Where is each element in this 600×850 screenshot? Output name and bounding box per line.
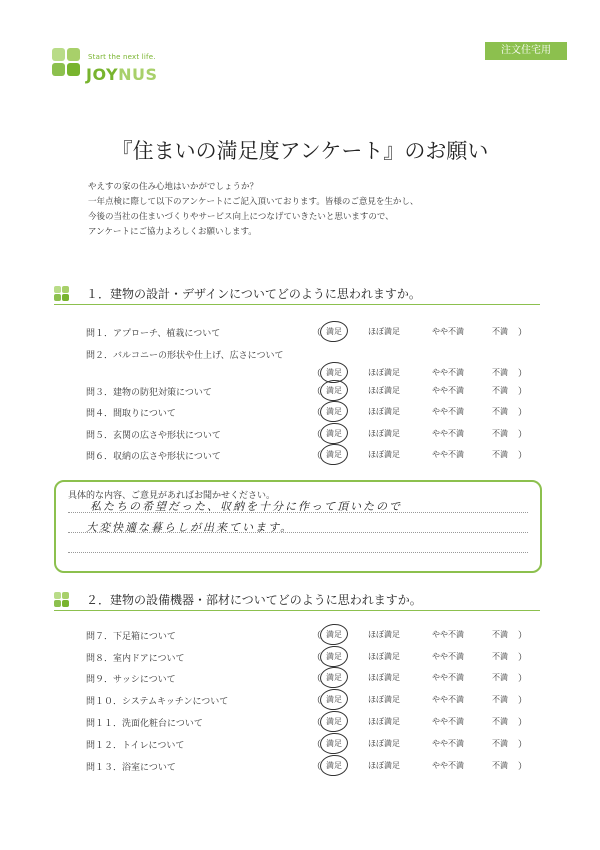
option-4[interactable]: 不満 — [492, 327, 508, 336]
paren-open: （ — [312, 387, 322, 397]
logo-square-icon — [52, 48, 65, 61]
option-2[interactable]: ほぼ満足 — [368, 652, 400, 661]
paren-close: ） — [518, 653, 528, 663]
question-label: 問８．室内ドアについて — [86, 654, 185, 664]
option-3[interactable]: やや不満 — [432, 673, 464, 682]
comment-line — [68, 552, 528, 553]
selection-circle-mark — [319, 688, 349, 712]
question-row — [86, 694, 546, 708]
question-label: 問２．バルコニーの形状や仕上げ、広さについて — [86, 351, 284, 361]
option-4[interactable]: 不満 — [492, 630, 508, 639]
paren-open: （ — [312, 408, 322, 418]
question-row — [86, 672, 546, 686]
section-2-header — [54, 590, 540, 611]
option-3[interactable]: やや不満 — [432, 407, 464, 416]
question-row — [86, 716, 546, 730]
question-row — [86, 629, 546, 643]
option-1[interactable]: 満足 — [326, 368, 342, 377]
paren-open: （ — [312, 430, 322, 440]
question-label: 問４．間取りについて — [86, 409, 176, 419]
option-1[interactable]: 満足 — [326, 429, 342, 438]
paren-open: （ — [312, 451, 322, 461]
option-4[interactable]: 不満 — [492, 652, 508, 661]
question-label: 問３．建物の防犯対策について — [86, 388, 212, 398]
paren-open: （ — [312, 328, 322, 338]
selection-circle-mark — [319, 645, 349, 669]
option-4[interactable]: 不満 — [492, 717, 508, 726]
question-row — [86, 406, 546, 420]
paren-open: （ — [312, 696, 322, 706]
option-2[interactable]: ほぼ満足 — [368, 717, 400, 726]
option-4[interactable]: 不満 — [492, 673, 508, 682]
paren-close: ） — [518, 451, 528, 461]
intro-line: やえすの家の住み心地はいかがでしょうか？ — [88, 182, 259, 192]
option-1[interactable]: 満足 — [326, 630, 342, 639]
option-4[interactable]: 不満 — [492, 695, 508, 704]
question-label: 問１１．洗面化粧台について — [86, 719, 203, 729]
page-title: 『住まいの満足度アンケート』のお願い — [111, 139, 489, 163]
logo-square-icon — [67, 48, 80, 61]
option-3[interactable]: やや不満 — [432, 450, 464, 459]
option-2[interactable]: ほぼ満足 — [368, 673, 400, 682]
option-1[interactable]: 満足 — [326, 673, 342, 682]
order-house-badge: 注文住宅用 — [485, 42, 567, 60]
selection-circle-mark — [319, 422, 349, 446]
option-1[interactable]: 満足 — [326, 652, 342, 661]
option-1[interactable]: 満足 — [326, 407, 342, 416]
intro-line: アンケートにご協力よろしくお願いします。 — [88, 227, 257, 237]
option-3[interactable]: やや不満 — [432, 717, 464, 726]
logo-square-icon — [52, 63, 65, 76]
selection-circle-mark — [319, 623, 349, 647]
question-row — [86, 428, 546, 442]
section-1-title: １．建物の設計・デザインについてどのように思われますか。 — [86, 287, 421, 301]
option-3[interactable]: やや不満 — [432, 429, 464, 438]
question-label: 問９．サッシについて — [86, 675, 176, 685]
question-row — [86, 348, 546, 379]
option-3[interactable]: やや不満 — [432, 739, 464, 748]
paren-open: （ — [312, 718, 322, 728]
option-1[interactable]: 満足 — [326, 327, 342, 336]
option-1[interactable]: 満足 — [326, 386, 342, 395]
paren-open: （ — [312, 369, 322, 379]
option-2[interactable]: ほぼ満足 — [368, 761, 400, 770]
paren-open: （ — [312, 653, 322, 663]
option-1[interactable]: 満足 — [326, 450, 342, 459]
question-row — [86, 326, 546, 340]
logo-tagline: Start the next life. — [88, 53, 156, 61]
question-row — [86, 651, 546, 665]
question-label: 問１．アプローチ、植栽について — [86, 329, 221, 339]
option-2[interactable]: ほぼ満足 — [368, 407, 400, 416]
option-1[interactable]: 満足 — [326, 761, 342, 770]
option-3[interactable]: やや不満 — [432, 327, 464, 336]
intro-line: 今後の当社の住まいづくりやサービス向上につなげていきたいと思いますので、 — [88, 212, 394, 222]
option-3[interactable]: やや不満 — [432, 368, 464, 377]
option-4[interactable]: 不満 — [492, 429, 508, 438]
paren-close: ） — [518, 328, 528, 338]
option-4[interactable]: 不満 — [492, 407, 508, 416]
option-3[interactable]: やや不満 — [432, 630, 464, 639]
selection-circle-mark — [319, 666, 349, 690]
option-4[interactable]: 不満 — [492, 368, 508, 377]
option-2[interactable]: ほぼ満足 — [368, 327, 400, 336]
question-label: 問６．収納の広さや形状について — [86, 452, 221, 462]
option-2[interactable]: ほぼ満足 — [368, 630, 400, 639]
selection-circle-mark — [319, 754, 349, 778]
paren-open: （ — [312, 674, 322, 684]
paren-close: ） — [518, 718, 528, 728]
question-label: 問７．下足箱について — [86, 632, 176, 642]
question-label: 問５．玄関の広さや形状について — [86, 431, 221, 441]
question-row — [86, 760, 546, 774]
paren-close: ） — [518, 369, 528, 379]
option-4[interactable]: 不満 — [492, 739, 508, 748]
selection-circle-mark — [319, 443, 349, 467]
option-2[interactable]: ほぼ満足 — [368, 368, 400, 377]
paren-close: ） — [518, 387, 528, 397]
paren-close: ） — [518, 674, 528, 684]
section-2-title: ２．建物の設備機器・部材についてどのように思われますか。 — [86, 593, 422, 607]
handwritten-comment-line: 私たちの希望だった、収納を十分に作って頂いたので — [90, 500, 402, 513]
selection-circle-mark — [319, 379, 349, 403]
option-4[interactable]: 不満 — [492, 761, 508, 770]
paren-close: ） — [518, 631, 528, 641]
option-2[interactable]: ほぼ満足 — [368, 450, 400, 459]
section-bullet-icon — [54, 286, 70, 302]
option-4[interactable]: 不満 — [492, 450, 508, 459]
section-1-header — [54, 284, 540, 305]
selection-circle-mark — [319, 320, 349, 344]
paren-open: （ — [312, 762, 322, 772]
selection-circle-mark — [319, 400, 349, 424]
option-2[interactable]: ほぼ満足 — [368, 695, 400, 704]
option-3[interactable]: やや不満 — [432, 761, 464, 770]
intro-line: 一年点検に際して以下のアンケートにご記入頂いております。皆様のご意見を生かし、 — [88, 197, 419, 207]
paren-close: ） — [518, 762, 528, 772]
logo-wordmark: JOYNUS — [86, 65, 158, 84]
paren-open: （ — [312, 631, 322, 641]
option-1[interactable]: 満足 — [326, 739, 342, 748]
joynus-logo — [48, 44, 160, 88]
selection-circle-mark — [319, 710, 349, 734]
paren-close: ） — [518, 408, 528, 418]
option-3[interactable]: やや不満 — [432, 695, 464, 704]
option-2[interactable]: ほぼ満足 — [368, 386, 400, 395]
logo-square-icon — [67, 63, 80, 76]
comment-box — [54, 480, 542, 573]
question-row — [86, 385, 546, 399]
option-2[interactable]: ほぼ満足 — [368, 429, 400, 438]
comment-label: 具体的な内容、ご意見があればお聞かせください。 — [68, 491, 276, 501]
option-1[interactable]: 満足 — [326, 717, 342, 726]
section-bullet-icon — [54, 592, 70, 608]
question-row — [86, 449, 546, 463]
selection-circle-mark — [319, 732, 349, 756]
question-row — [86, 738, 546, 752]
paren-open: （ — [312, 740, 322, 750]
paren-close: ） — [518, 740, 528, 750]
question-label: 問１３．浴室について — [86, 763, 176, 773]
option-1[interactable]: 満足 — [326, 695, 342, 704]
option-2[interactable]: ほぼ満足 — [368, 739, 400, 748]
option-3[interactable]: やや不満 — [432, 386, 464, 395]
handwritten-comment-line: 大変快適な暮らしが出来ています。 — [86, 521, 294, 534]
question-label: 問１２．トイレについて — [86, 741, 185, 751]
option-4[interactable]: 不満 — [492, 386, 508, 395]
option-3[interactable]: やや不満 — [432, 652, 464, 661]
intro-text — [88, 180, 548, 240]
question-label: 問１０．システムキッチンについて — [86, 697, 229, 707]
paren-close: ） — [518, 696, 528, 706]
paren-close: ） — [518, 430, 528, 440]
